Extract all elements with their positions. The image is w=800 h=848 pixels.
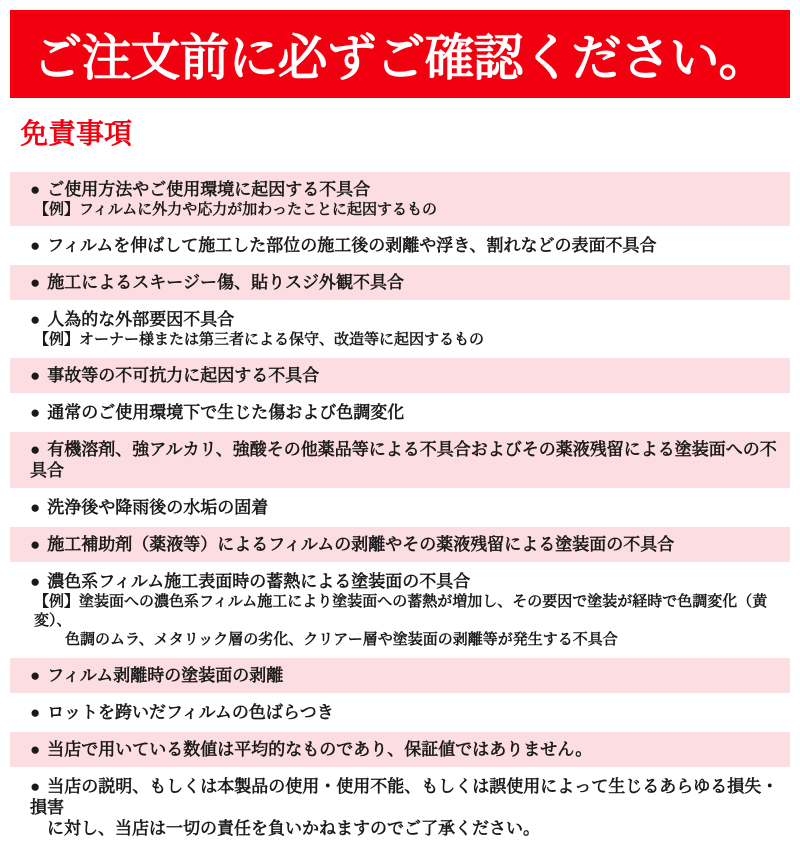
bullet-icon: ● (30, 666, 41, 685)
item-main-line (10, 739, 790, 760)
bullet-icon: ● (30, 236, 41, 255)
bullet-icon: ● (30, 440, 41, 459)
disclaimer-list (10, 172, 790, 846)
item-text-continued: に対し、当店は一切の責任を負いかねますのでご了承ください。 (47, 819, 540, 838)
disclaimer-item (10, 695, 790, 730)
bullet-icon: ● (30, 498, 41, 517)
bullet-icon: ● (30, 740, 41, 759)
item-main-line (10, 402, 790, 423)
disclaimer-item (10, 172, 790, 226)
bullet-icon: ● (30, 777, 41, 796)
disclaimer-item (10, 228, 790, 263)
bullet-icon: ● (30, 180, 41, 199)
item-text: 通常のご使用環境下で生じた傷および色調変化 (47, 403, 405, 422)
item-example: 【例】オーナー様または第三者による保守、改造等に起因するもの (34, 331, 485, 348)
item-text: フィルム剥離時の塗装面の剥離 (47, 666, 284, 685)
item-text: 施工補助剤（薬液等）によるフィルムの剥離やその薬液残留による塗装面の不具合 (47, 535, 675, 554)
item-main-line (10, 179, 790, 200)
disclaimer-item (10, 302, 790, 356)
item-example-continued: 色調のムラ、メタリック層の劣化、クリアー層や塗装面の剥離等が発生する不具合 (65, 631, 618, 648)
item-example: 【例】塗装面への濃色系フィルム施工により塗装面への蓄熱が増加し、その要因で塗装が経時で色調変化（黄変）、 (34, 593, 768, 629)
item-text: フィルムを伸ばして施工した部位の施工後の剥離や浮き、割れなどの表面不具合 (47, 236, 657, 255)
bullet-icon: ● (30, 273, 41, 292)
item-main-line (10, 309, 790, 330)
item-main-line (10, 776, 790, 818)
item-text: 施工によるスキージー傷、貼りスジ外観不具合 (47, 273, 404, 292)
item-main-line (10, 365, 790, 386)
item-text: 洗浄後や降雨後の水垢の固着 (47, 498, 269, 517)
item-main-line (10, 665, 790, 686)
disclaimer-item (10, 527, 790, 562)
item-example: 【例】フィルムに外力や応力が加わったことに起因するもの (34, 201, 438, 218)
banner-text: ご注文前に必ずご確認ください。 (32, 30, 768, 86)
bullet-icon: ● (30, 572, 41, 591)
item-main-line (10, 235, 790, 256)
disclaimer-item (10, 769, 790, 846)
disclaimer-item (10, 658, 790, 693)
item-text: 濃色系フィルム施工表面時の蓄熱による塗装面の不具合 (47, 572, 471, 591)
confirm-banner (10, 10, 790, 98)
item-main-line (10, 571, 790, 592)
disclaimer-item (10, 564, 790, 656)
item-text: ロットを跨いだフィルムの色ばらつき (47, 703, 334, 722)
bullet-icon: ● (30, 403, 41, 422)
bullet-icon: ● (30, 310, 41, 329)
bullet-icon: ● (30, 703, 41, 722)
item-text: 当店の説明、もしくは本製品の使用・使用不能、もしくは誤使用によって生じるあらゆる損失・損害 (30, 777, 779, 817)
item-text: 人為的な外部要因不具合 (47, 310, 235, 329)
bullet-icon: ● (30, 535, 41, 554)
item-text: 有機溶剤、強アルカリ、強酸その他薬品等による不具合およびその薬液残留による塗装面への不具合 (30, 440, 777, 480)
item-main-line (10, 272, 790, 293)
item-text: 当店で用いている数値は平均的なものであり、保証値ではありません。 (47, 740, 593, 759)
section-heading: 免責事項 (20, 118, 133, 149)
bullet-icon: ● (30, 366, 41, 385)
item-main-line (10, 534, 790, 555)
disclaimer-item (10, 395, 790, 430)
disclaimer-item (10, 265, 790, 300)
disclaimer-item (10, 358, 790, 393)
item-main-line (10, 439, 790, 481)
item-text: ご使用方法やご使用環境に起因する不具合 (47, 180, 371, 199)
item-main-line (10, 497, 790, 518)
disclaimer-item (10, 432, 790, 488)
item-main-line (10, 702, 790, 723)
disclaimer-item (10, 732, 790, 767)
item-text: 事故等の不可抗力に起因する不具合 (47, 366, 320, 385)
disclaimer-item (10, 490, 790, 525)
